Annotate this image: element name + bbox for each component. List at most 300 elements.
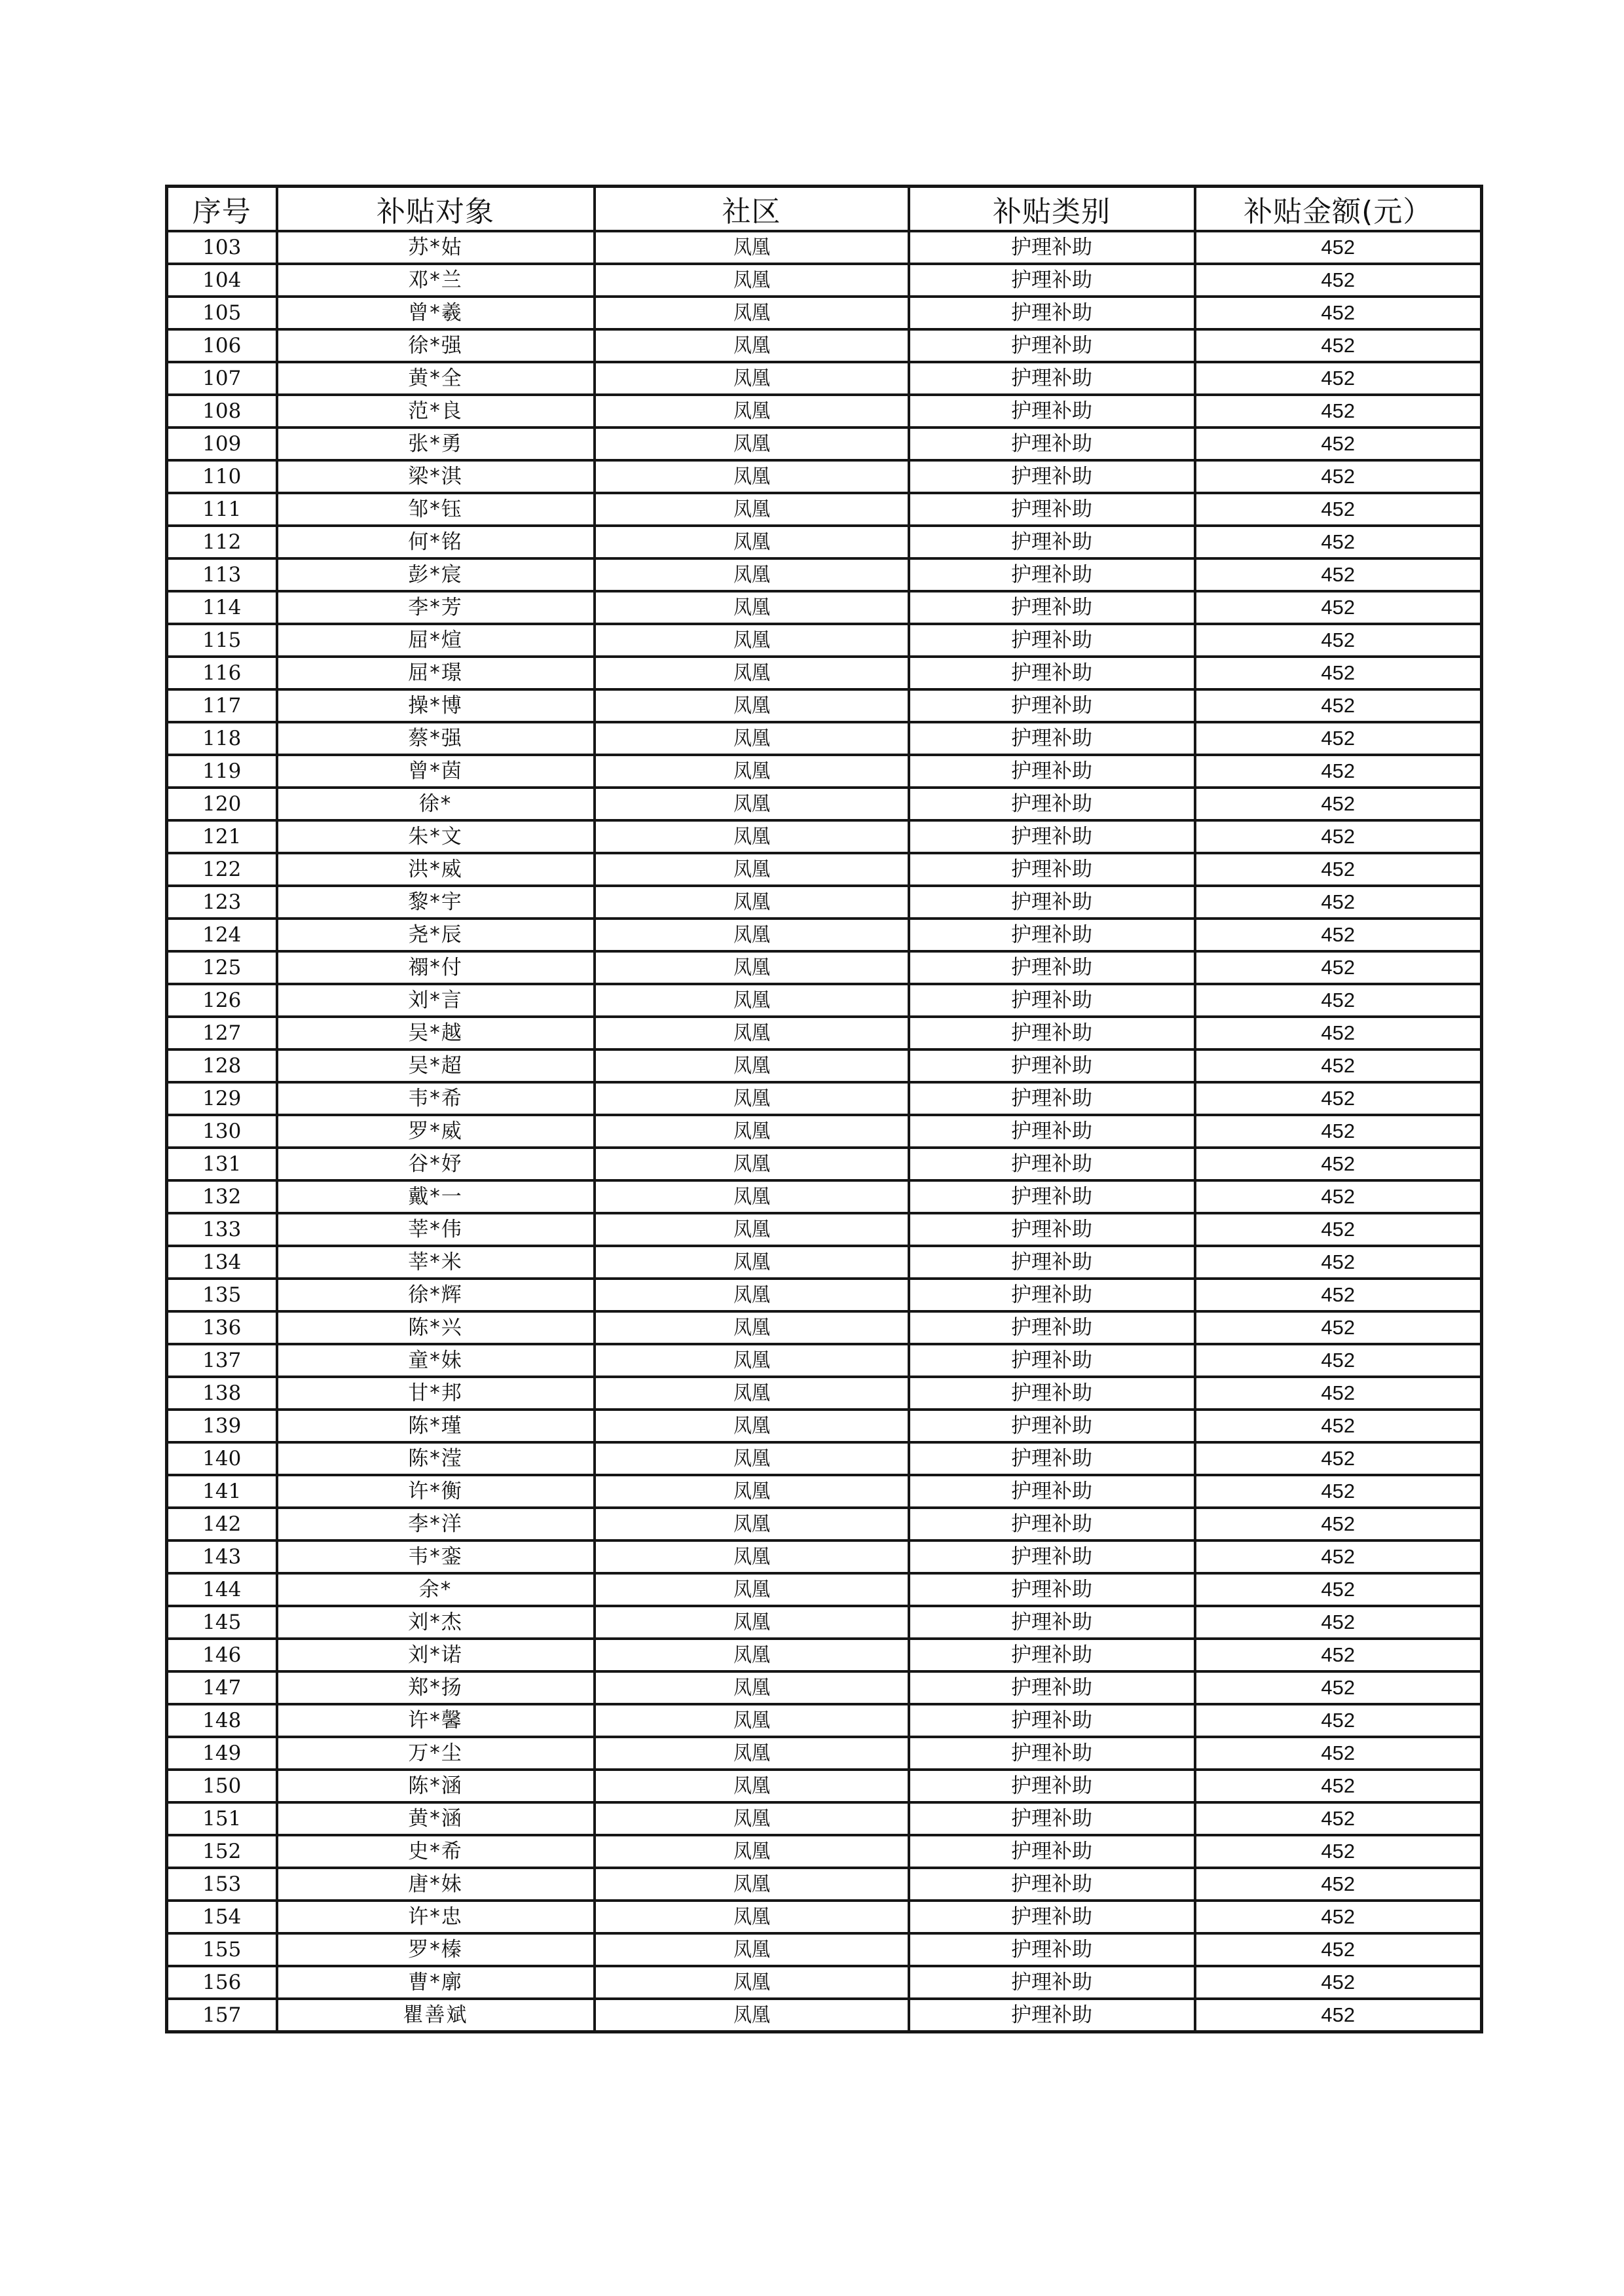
table-row [167, 919, 1482, 951]
serial-number-cell: 107 [167, 362, 277, 395]
subsidy-type-cell: 护理补助 [909, 1475, 1195, 1508]
table-row [167, 1671, 1482, 1704]
serial-number-cell: 153 [167, 1868, 277, 1901]
serial-number-cell: 119 [167, 755, 277, 788]
recipient-cell: 陈*涵 [277, 1770, 595, 1802]
serial-number-cell: 137 [167, 1344, 277, 1377]
subsidy-type-cell: 护理补助 [909, 951, 1195, 984]
subsidy-amount-cell: 452 [1195, 820, 1482, 853]
recipient-cell: 张*勇 [277, 428, 595, 460]
serial-number-cell: 115 [167, 624, 277, 657]
table-row [167, 1901, 1482, 1933]
community-cell: 凤凰 [610, 951, 893, 984]
recipient-cell: 曾*茵 [277, 755, 595, 788]
subsidy-amount-cell: 452 [1195, 1704, 1482, 1737]
subsidy-type-cell: 护理补助 [909, 1606, 1195, 1639]
subsidy-amount-cell: 452 [1195, 1901, 1482, 1933]
recipient-cell: 邹*钰 [277, 493, 595, 526]
table-row [167, 1017, 1482, 1049]
community-cell: 凤凰 [610, 1835, 893, 1868]
header-row [167, 187, 1482, 232]
serial-number-cell: 154 [167, 1901, 277, 1933]
subsidy-amount-cell: 452 [1195, 558, 1482, 591]
subsidy-amount-cell: 452 [1195, 755, 1482, 788]
community-cell: 凤凰 [610, 1770, 893, 1802]
recipient-cell: 屈*璟 [277, 657, 595, 689]
subsidy-amount-cell: 452 [1195, 853, 1482, 886]
community-cell: 凤凰 [610, 1606, 893, 1639]
subsidy-amount-cell: 452 [1195, 1835, 1482, 1868]
subsidy-amount-cell: 452 [1195, 1442, 1482, 1475]
serial-number-cell: 104 [167, 264, 277, 297]
serial-number-cell: 138 [167, 1377, 277, 1410]
serial-number-cell: 134 [167, 1246, 277, 1279]
subsidy-type-cell: 护理补助 [909, 1180, 1195, 1213]
community-cell: 凤凰 [610, 1737, 893, 1770]
recipient-cell: 罗*榛 [277, 1933, 595, 1966]
subsidy-type-cell: 护理补助 [909, 1508, 1195, 1540]
table-row [167, 1770, 1482, 1802]
serial-number-cell: 152 [167, 1835, 277, 1868]
community-cell: 凤凰 [610, 755, 893, 788]
recipient-cell: 操*博 [277, 689, 595, 722]
serial-number-cell: 120 [167, 788, 277, 820]
table-row [167, 1737, 1482, 1770]
subsidy-amount-cell: 452 [1195, 1802, 1482, 1835]
table-row [167, 460, 1482, 493]
subsidy-type-cell: 护理补助 [909, 329, 1195, 362]
subsidy-amount-cell: 452 [1195, 264, 1482, 297]
subsidy-amount-cell: 452 [1195, 1868, 1482, 1901]
recipient-cell: 谷*妤 [277, 1148, 595, 1180]
recipient-cell: 戴*一 [277, 1180, 595, 1213]
table-row [167, 1868, 1482, 1901]
serial-number-cell: 127 [167, 1017, 277, 1049]
subsidy-amount-cell: 452 [1195, 1148, 1482, 1180]
community-cell: 凤凰 [610, 1901, 893, 1933]
subsidy-amount-cell: 452 [1195, 362, 1482, 395]
subsidy-amount-cell: 452 [1195, 951, 1482, 984]
table-row [167, 1933, 1482, 1966]
recipient-cell: 黎*宇 [277, 886, 595, 919]
community-cell: 凤凰 [610, 919, 893, 951]
table-row [167, 493, 1482, 526]
table-row [167, 1377, 1482, 1410]
table-body [167, 231, 1482, 2032]
community-cell: 凤凰 [610, 1377, 893, 1410]
serial-number-cell: 135 [167, 1279, 277, 1311]
subsidy-amount-cell: 452 [1195, 1410, 1482, 1442]
community-cell: 凤凰 [610, 1868, 893, 1901]
subsidy-type-cell: 护理补助 [909, 1311, 1195, 1344]
table-row [167, 1606, 1482, 1639]
recipient-cell: 刘*诺 [277, 1639, 595, 1671]
subsidy-amount-cell: 452 [1195, 1639, 1482, 1671]
serial-number-cell: 126 [167, 984, 277, 1017]
community-cell: 凤凰 [610, 297, 893, 329]
subsidy-amount-cell: 452 [1195, 231, 1482, 264]
table-row [167, 231, 1482, 264]
serial-number-cell: 111 [167, 493, 277, 526]
table-row [167, 1311, 1482, 1344]
community-cell: 凤凰 [610, 820, 893, 853]
table-row [167, 1082, 1482, 1115]
subsidy-type-cell: 护理补助 [909, 558, 1195, 591]
recipient-cell: 徐*辉 [277, 1279, 595, 1311]
subsidy-amount-cell: 452 [1195, 493, 1482, 526]
serial-number-cell: 142 [167, 1508, 277, 1540]
table-row [167, 788, 1482, 820]
community-cell: 凤凰 [610, 558, 893, 591]
subsidy-amount-cell: 452 [1195, 657, 1482, 689]
table-row [167, 1475, 1482, 1508]
subsidy-table [165, 185, 1483, 2033]
community-cell: 凤凰 [610, 428, 893, 460]
subsidy-amount-cell: 452 [1195, 591, 1482, 624]
subsidy-type-cell: 护理补助 [909, 820, 1195, 853]
subsidy-amount-cell: 452 [1195, 1377, 1482, 1410]
subsidy-type-cell: 护理补助 [909, 1540, 1195, 1573]
table-row [167, 1213, 1482, 1246]
community-cell: 凤凰 [610, 657, 893, 689]
serial-number-cell: 117 [167, 689, 277, 722]
community-cell: 凤凰 [610, 1999, 893, 2032]
subsidy-type-cell: 护理补助 [909, 1802, 1195, 1835]
recipient-cell: 史*希 [277, 1835, 595, 1868]
recipient-cell: 童*妹 [277, 1344, 595, 1377]
community-cell: 凤凰 [610, 1671, 893, 1704]
table-row [167, 624, 1482, 657]
table-row [167, 1508, 1482, 1540]
table-row [167, 1704, 1482, 1737]
community-cell: 凤凰 [610, 722, 893, 755]
community-cell: 凤凰 [610, 1639, 893, 1671]
community-cell: 凤凰 [610, 1344, 893, 1377]
subsidy-amount-cell: 452 [1195, 329, 1482, 362]
subsidy-amount-cell: 452 [1195, 919, 1482, 951]
serial-number-cell: 128 [167, 1049, 277, 1082]
serial-number-cell: 147 [167, 1671, 277, 1704]
subsidy-type-cell: 护理补助 [909, 395, 1195, 428]
table-row [167, 526, 1482, 558]
subsidy-amount-cell: 452 [1195, 1770, 1482, 1802]
subsidy-type-cell: 护理补助 [909, 231, 1195, 264]
community-cell: 凤凰 [610, 1279, 893, 1311]
subsidy-amount-cell: 452 [1195, 1213, 1482, 1246]
table-row [167, 395, 1482, 428]
table-row [167, 1573, 1482, 1606]
serial-number-cell: 105 [167, 297, 277, 329]
table-row [167, 1279, 1482, 1311]
header-subsidy-type: 补贴类别 [909, 187, 1195, 232]
community-cell: 凤凰 [610, 1082, 893, 1115]
community-cell: 凤凰 [610, 1933, 893, 1966]
community-cell: 凤凰 [610, 1017, 893, 1049]
table-row [167, 1639, 1482, 1671]
serial-number-cell: 151 [167, 1802, 277, 1835]
serial-number-cell: 132 [167, 1180, 277, 1213]
subsidy-amount-cell: 452 [1195, 1475, 1482, 1508]
serial-number-cell: 122 [167, 853, 277, 886]
header-community: 社区 [595, 187, 909, 232]
table-row [167, 329, 1482, 362]
table-row [167, 886, 1482, 919]
subsidy-type-cell: 护理补助 [909, 853, 1195, 886]
recipient-cell: 陈*滢 [277, 1442, 595, 1475]
subsidy-amount-cell: 452 [1195, 886, 1482, 919]
subsidy-type-cell: 护理补助 [909, 722, 1195, 755]
subsidy-amount-cell: 452 [1195, 689, 1482, 722]
table-row [167, 657, 1482, 689]
subsidy-type-cell: 护理补助 [909, 1213, 1195, 1246]
table-row [167, 1049, 1482, 1082]
table-row [167, 297, 1482, 329]
subsidy-type-cell: 护理补助 [909, 1279, 1195, 1311]
recipient-cell: 万*尘 [277, 1737, 595, 1770]
table-row [167, 362, 1482, 395]
table-row [167, 1344, 1482, 1377]
table-row [167, 853, 1482, 886]
subsidy-type-cell: 护理补助 [909, 1246, 1195, 1279]
table-row [167, 1999, 1482, 2032]
recipient-cell: 朱*文 [277, 820, 595, 853]
subsidy-amount-cell: 452 [1195, 1671, 1482, 1704]
subsidy-amount-cell: 452 [1195, 1082, 1482, 1115]
subsidy-amount-cell: 452 [1195, 1311, 1482, 1344]
subsidy-amount-cell: 452 [1195, 624, 1482, 657]
community-cell: 凤凰 [610, 493, 893, 526]
subsidy-type-cell: 护理补助 [909, 1737, 1195, 1770]
recipient-cell: 许*衡 [277, 1475, 595, 1508]
recipient-cell: 陈*兴 [277, 1311, 595, 1344]
recipient-cell: 陈*瑾 [277, 1410, 595, 1442]
subsidy-type-cell: 护理补助 [909, 1049, 1195, 1082]
serial-number-cell: 116 [167, 657, 277, 689]
recipient-cell: 苏*姑 [277, 231, 595, 264]
serial-number-cell: 123 [167, 886, 277, 919]
subsidy-type-cell: 护理补助 [909, 1966, 1195, 1999]
serial-number-cell: 141 [167, 1475, 277, 1508]
subsidy-amount-cell: 452 [1195, 1246, 1482, 1279]
community-cell: 凤凰 [610, 1213, 893, 1246]
subsidy-amount-cell: 452 [1195, 1966, 1482, 1999]
table-row [167, 428, 1482, 460]
subsidy-type-cell: 护理补助 [909, 428, 1195, 460]
subsidy-amount-cell: 452 [1195, 1999, 1482, 2032]
subsidy-amount-cell: 452 [1195, 788, 1482, 820]
table-row [167, 951, 1482, 984]
serial-number-cell: 149 [167, 1737, 277, 1770]
recipient-cell: 许*馨 [277, 1704, 595, 1737]
subsidy-amount-cell: 452 [1195, 526, 1482, 558]
recipient-cell: 何*铭 [277, 526, 595, 558]
community-cell: 凤凰 [610, 1475, 893, 1508]
subsidy-type-cell: 护理补助 [909, 1082, 1195, 1115]
serial-number-cell: 114 [167, 591, 277, 624]
subsidy-type-cell: 护理补助 [909, 591, 1195, 624]
table-row [167, 1966, 1482, 1999]
recipient-cell: 禤*付 [277, 951, 595, 984]
recipient-cell: 李*芳 [277, 591, 595, 624]
community-cell: 凤凰 [610, 624, 893, 657]
serial-number-cell: 124 [167, 919, 277, 951]
table-row [167, 1246, 1482, 1279]
recipient-cell: 黄*涵 [277, 1802, 595, 1835]
community-cell: 凤凰 [610, 1508, 893, 1540]
subsidy-type-cell: 护理补助 [909, 1999, 1195, 2032]
serial-number-cell: 125 [167, 951, 277, 984]
community-cell: 凤凰 [610, 1148, 893, 1180]
table-row [167, 722, 1482, 755]
community-cell: 凤凰 [610, 1180, 893, 1213]
recipient-cell: 徐*强 [277, 329, 595, 362]
community-cell: 凤凰 [610, 1410, 893, 1442]
recipient-cell: 吴*超 [277, 1049, 595, 1082]
recipient-cell: 韦*銮 [277, 1540, 595, 1573]
serial-number-cell: 129 [167, 1082, 277, 1115]
community-cell: 凤凰 [610, 1966, 893, 1999]
recipient-cell: 刘*杰 [277, 1606, 595, 1639]
subsidy-type-cell: 护理补助 [909, 689, 1195, 722]
serial-number-cell: 130 [167, 1115, 277, 1148]
subsidy-type-cell: 护理补助 [909, 362, 1195, 395]
recipient-cell: 郑*扬 [277, 1671, 595, 1704]
community-cell: 凤凰 [610, 526, 893, 558]
subsidy-amount-cell: 452 [1195, 1049, 1482, 1082]
subsidy-type-cell: 护理补助 [909, 657, 1195, 689]
subsidy-amount-cell: 452 [1195, 1737, 1482, 1770]
recipient-cell: 李*洋 [277, 1508, 595, 1540]
subsidy-type-cell: 护理补助 [909, 460, 1195, 493]
serial-number-cell: 121 [167, 820, 277, 853]
subsidy-type-cell: 护理补助 [909, 1115, 1195, 1148]
subsidy-type-cell: 护理补助 [909, 1671, 1195, 1704]
table-row [167, 1835, 1482, 1868]
subsidy-type-cell: 护理补助 [909, 1704, 1195, 1737]
serial-number-cell: 136 [167, 1311, 277, 1344]
serial-number-cell: 143 [167, 1540, 277, 1573]
community-cell: 凤凰 [610, 984, 893, 1017]
subsidy-type-cell: 护理补助 [909, 264, 1195, 297]
table-row [167, 755, 1482, 788]
serial-number-cell: 157 [167, 1999, 277, 2032]
community-cell: 凤凰 [610, 788, 893, 820]
table-row [167, 264, 1482, 297]
serial-number-cell: 140 [167, 1442, 277, 1475]
subsidy-amount-cell: 452 [1195, 1180, 1482, 1213]
serial-number-cell: 109 [167, 428, 277, 460]
serial-number-cell: 148 [167, 1704, 277, 1737]
subsidy-amount-cell: 452 [1195, 1279, 1482, 1311]
serial-number-cell: 106 [167, 329, 277, 362]
community-cell: 凤凰 [610, 1115, 893, 1148]
serial-number-cell: 155 [167, 1933, 277, 1966]
subsidy-type-cell: 护理补助 [909, 1148, 1195, 1180]
recipient-cell: 许*忠 [277, 1901, 595, 1933]
subsidy-type-cell: 护理补助 [909, 1901, 1195, 1933]
header-subsidy-amount: 补贴金额(元） [1195, 187, 1482, 232]
subsidy-type-cell: 护理补助 [909, 788, 1195, 820]
recipient-cell: 莘*伟 [277, 1213, 595, 1246]
serial-number-cell: 131 [167, 1148, 277, 1180]
table-row [167, 1802, 1482, 1835]
recipient-cell: 罗*威 [277, 1115, 595, 1148]
subsidy-type-cell: 护理补助 [909, 297, 1195, 329]
community-cell: 凤凰 [610, 1311, 893, 1344]
subsidy-type-cell: 护理补助 [909, 1770, 1195, 1802]
table-row [167, 591, 1482, 624]
table-row [167, 1180, 1482, 1213]
community-cell: 凤凰 [610, 1246, 893, 1279]
table-row [167, 820, 1482, 853]
serial-number-cell: 103 [167, 231, 277, 264]
serial-number-cell: 144 [167, 1573, 277, 1606]
recipient-cell: 甘*邦 [277, 1377, 595, 1410]
community-cell: 凤凰 [610, 853, 893, 886]
subsidy-amount-cell: 452 [1195, 1606, 1482, 1639]
header-serial-number: 序号 [167, 187, 277, 232]
serial-number-cell: 110 [167, 460, 277, 493]
community-cell: 凤凰 [610, 329, 893, 362]
subsidy-type-cell: 护理补助 [909, 755, 1195, 788]
serial-number-cell: 112 [167, 526, 277, 558]
serial-number-cell: 145 [167, 1606, 277, 1639]
serial-number-cell: 108 [167, 395, 277, 428]
subsidy-type-cell: 护理补助 [909, 1933, 1195, 1966]
subsidy-amount-cell: 452 [1195, 984, 1482, 1017]
community-cell: 凤凰 [610, 689, 893, 722]
recipient-cell: 吴*越 [277, 1017, 595, 1049]
subsidy-type-cell: 护理补助 [909, 984, 1195, 1017]
recipient-cell: 蔡*强 [277, 722, 595, 755]
table-row [167, 1148, 1482, 1180]
community-cell: 凤凰 [610, 886, 893, 919]
recipient-cell: 洪*威 [277, 853, 595, 886]
recipient-cell: 尧*辰 [277, 919, 595, 951]
subsidy-type-cell: 护理补助 [909, 1377, 1195, 1410]
table-row [167, 1540, 1482, 1573]
subsidy-amount-cell: 452 [1195, 460, 1482, 493]
community-cell: 凤凰 [610, 1442, 893, 1475]
subsidy-amount-cell: 452 [1195, 297, 1482, 329]
subsidy-amount-cell: 452 [1195, 395, 1482, 428]
table-row [167, 689, 1482, 722]
subsidy-amount-cell: 452 [1195, 428, 1482, 460]
recipient-cell: 余* [277, 1573, 595, 1606]
table-row [167, 558, 1482, 591]
table-row [167, 1115, 1482, 1148]
subsidy-type-cell: 护理补助 [909, 1868, 1195, 1901]
subsidy-amount-cell: 452 [1195, 1344, 1482, 1377]
community-cell: 凤凰 [610, 231, 893, 264]
recipient-cell: 彭*宸 [277, 558, 595, 591]
subsidy-type-cell: 护理补助 [909, 493, 1195, 526]
subsidy-type-cell: 护理补助 [909, 886, 1195, 919]
subsidy-amount-cell: 452 [1195, 722, 1482, 755]
community-cell: 凤凰 [610, 264, 893, 297]
subsidy-amount-cell: 452 [1195, 1017, 1482, 1049]
community-cell: 凤凰 [610, 1049, 893, 1082]
subsidy-type-cell: 护理补助 [909, 1017, 1195, 1049]
subsidy-type-cell: 护理补助 [909, 1442, 1195, 1475]
recipient-cell: 曹*廓 [277, 1966, 595, 1999]
subsidy-amount-cell: 452 [1195, 1508, 1482, 1540]
community-cell: 凤凰 [610, 591, 893, 624]
recipient-cell: 范*良 [277, 395, 595, 428]
recipient-cell: 梁*淇 [277, 460, 595, 493]
subsidy-amount-cell: 452 [1195, 1540, 1482, 1573]
table-row [167, 1410, 1482, 1442]
